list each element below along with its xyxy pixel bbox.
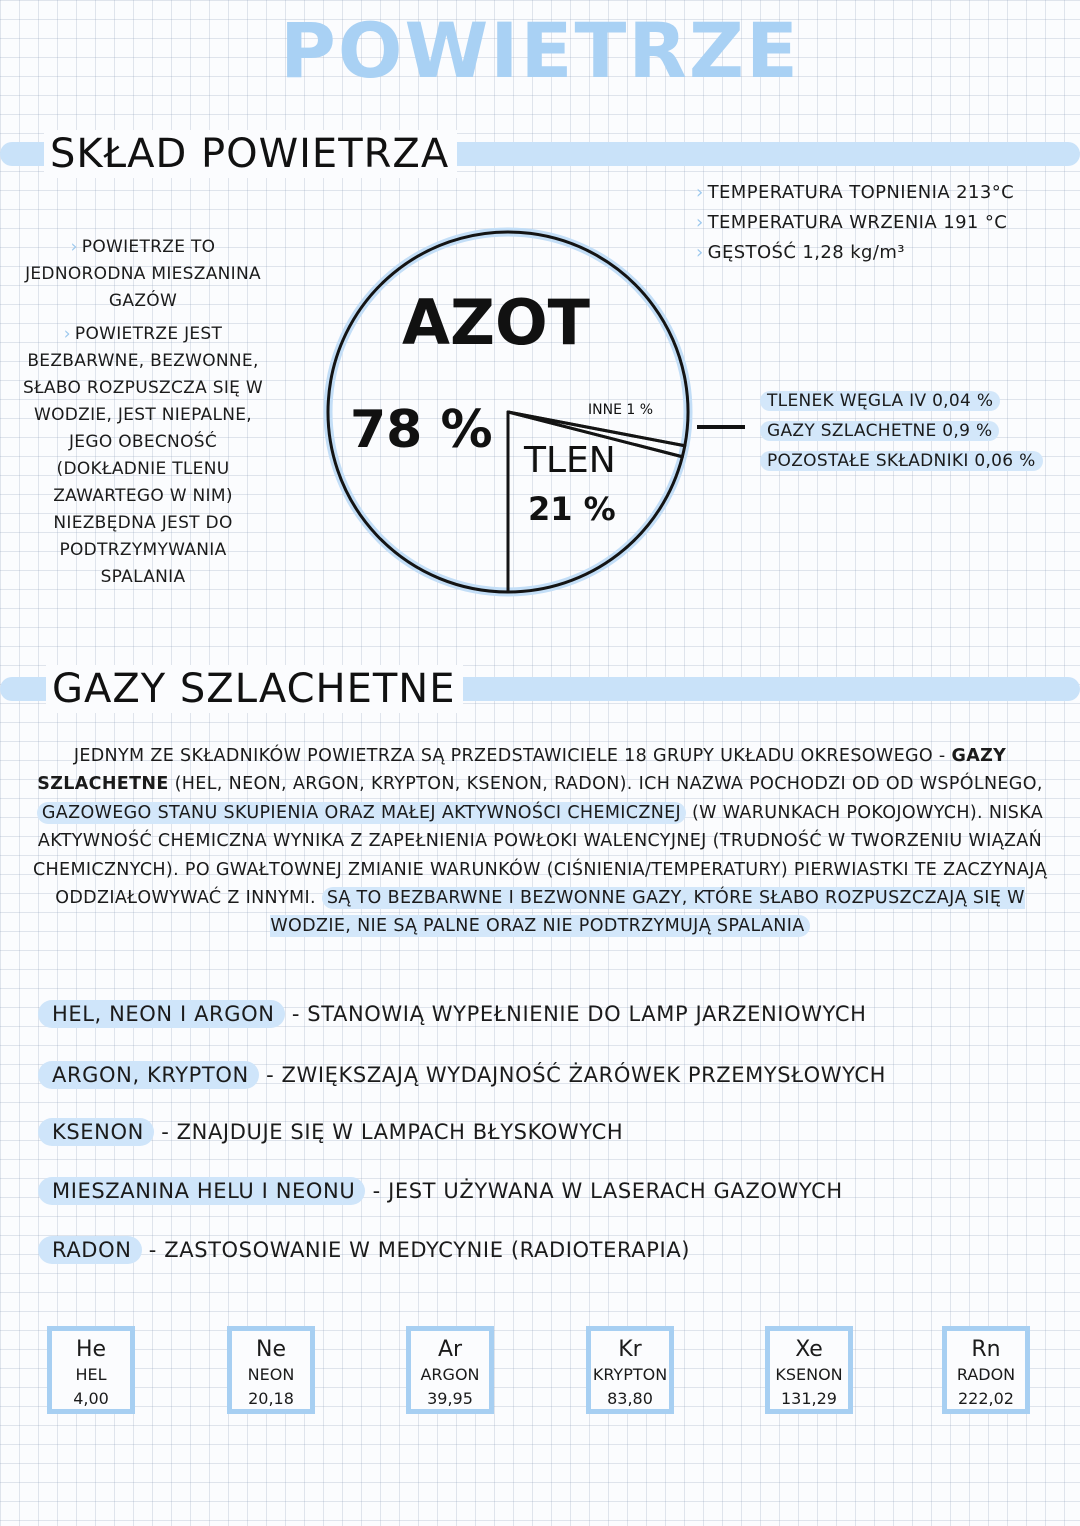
breakdown-item: GAZY SZLACHETNE 0,9 % (760, 416, 1043, 446)
use-item: ARGON, KRYPTON - ZWIĘKSZAJĄ WYDAJNOŚĆ ŻARÓWEK PRZEMYSŁOWYCH (38, 1063, 886, 1087)
use-item: MIESZANINA HELU I NEONU - JEST UŻYWANA W LASERACH GAZOWYCH (38, 1179, 843, 1203)
element-symbol: Kr (618, 1337, 642, 1362)
use-item: HEL, NEON I ARGON - STANOWIĄ WYPEŁNIENIE DO LAMP JARZENIOWYCH (38, 1002, 867, 1026)
use-item: RADON - ZASTOSOWANIE W MEDYCYNIE (RADIOTERAPIA) (38, 1238, 690, 1262)
pie-label-azot: AZOT (402, 286, 590, 359)
section-heading-composition: SKŁAD POWIETRZA (44, 130, 457, 178)
element-name: RADON (956, 1365, 1016, 1384)
breakdown-item: POZOSTAŁE SKŁADNIKI 0,06 % (760, 446, 1043, 476)
element-tile-xenon (765, 1326, 853, 1414)
chevron-right-icon: › (70, 237, 78, 257)
connector-line (697, 425, 745, 429)
highlight-phrase: SĄ TO BEZBARWNE I BEZWONNE GAZY, KTÓRE SŁABO ROZPUSZCZAJĄ SIĘ W WODZIE, NIE SĄ PALNE ORAZ NIE PODTRZYMUJĄ SPALANIA (270, 888, 1025, 937)
element-tile-helium (47, 1326, 135, 1414)
element-mass: 222,02 (958, 1389, 1014, 1408)
element-mass: 4,00 (73, 1389, 109, 1408)
highlight-phrase: GAZOWEGO STANU SKUPIENIA ORAZ MAŁEJ AKTYWNOŚCI CHEMICZNEJ (37, 802, 686, 824)
element-tile-argon (406, 1326, 494, 1414)
element-symbol: Xe (795, 1337, 823, 1362)
property-item: › GĘSTOŚĆ 1,28 kg/m³ (696, 242, 905, 263)
element-mass: 131,29 (781, 1389, 837, 1408)
property-item: › TEMPERATURA WRZENIA 191 °C (696, 212, 1008, 233)
element-mass: 83,80 (607, 1389, 653, 1408)
element-tile-krypton (586, 1326, 674, 1414)
element-name: KRYPTON (592, 1365, 668, 1384)
chevron-right-icon: › (696, 242, 704, 263)
property-item: › TEMPERATURA TOPNIENIA 213°C (696, 182, 1015, 203)
element-symbol: Ar (437, 1337, 463, 1362)
highlight-term: GAZY SZLACHETNE (37, 746, 1007, 795)
note-item: › POWIETRZE TO JEDNORODNA MIESZANINA GAZÓW (25, 237, 261, 311)
note-item: › POWIETRZE JEST BEZBARWNE, BEZWONNE, SŁABO ROZPUSZCZA SIĘ W WODZIE, JEST NIEPALNE, JEGO OBECNOŚĆ (DOKŁADNIE TLENU ZAWARTEGO W NIM) NIEZBĘDNA JEST DO PODTRZYMYWANIA SPALANIA (22, 324, 263, 587)
others-breakdown (760, 386, 1043, 476)
air-properties (696, 178, 1014, 268)
pie-label-inne: INNE 1 % (588, 402, 654, 418)
element-mass: 39,95 (427, 1389, 473, 1408)
element-symbol: Rn (971, 1337, 1001, 1362)
element-symbol: Ne (256, 1337, 286, 1362)
chevron-right-icon: › (696, 212, 704, 233)
section-heading-noble-gases: GAZY SZLACHETNE (46, 665, 463, 713)
use-item: KSENON - ZNAJDUJE SIĘ W LAMPACH BŁYSKOWYCH (38, 1120, 623, 1144)
chevron-right-icon: › (63, 324, 71, 344)
element-name: HEL (75, 1365, 107, 1384)
element-name: NEON (247, 1365, 295, 1384)
element-name: KSENON (775, 1365, 843, 1384)
noble-gases-paragraph: JEDNYM ZE SKŁADNIKÓW POWIETRZA SĄ PRZEDSTAWICIELE 18 GRUPY UKŁADU OKRESOWEGO - GAZY SZLACHETNE (HEL, NEON, ARGON, KRYPTON, KSENON, RADON). ICH NAZWA POCHODZI OD OD WSPÓLNEGO, GAZOWEGO STANU SKUPIENIA ORAZ MAŁEJ AKTYWNOŚCI CHEMICZNEJ (W WARUNKACH POKOJOWYCH). NISKA AKTYWNOŚĆ CHEMICZNA WYNIKA Z ZAPEŁNIENIA POWŁOKI WALENCYJNEJ (TRUDNOŚĆ W TWORZENIU WIĄZAŃ CHEMICZNYCH). PO GWAŁTOWNEJ ZMIANIE WARUNKÓW (CIŚNIENIA/TEMPERATURY) PIERWIASTKI TE ZACZYNAJĄ ODDZIAŁOWYWAĆ Z INNYMI. SĄ TO BEZBARWNE I BEZWONNE GAZY, KTÓRE SŁABO ROZPUSZCZAJĄ SIĘ W WODZIE, NIE SĄ PALNE ORAZ NIE PODTRZYMUJĄ SPALANIA (32, 746, 1048, 937)
pie-label-tlen-percent: 21 % (528, 490, 616, 528)
element-name: ARGON (420, 1365, 480, 1384)
page-title: POWIETRZE (280, 6, 800, 95)
element-tile-neon (227, 1326, 315, 1414)
pie-label-azot-percent: 78 % (350, 400, 493, 460)
pie-label-tlen: TLEN (524, 440, 616, 481)
breakdown-item: TLENEK WĘGLA IV 0,04 % (760, 386, 1043, 416)
element-symbol: He (75, 1337, 107, 1362)
element-mass: 20,18 (248, 1389, 294, 1408)
composition-notes (18, 234, 268, 597)
element-tile-radon (942, 1326, 1030, 1414)
chevron-right-icon: › (696, 182, 704, 203)
